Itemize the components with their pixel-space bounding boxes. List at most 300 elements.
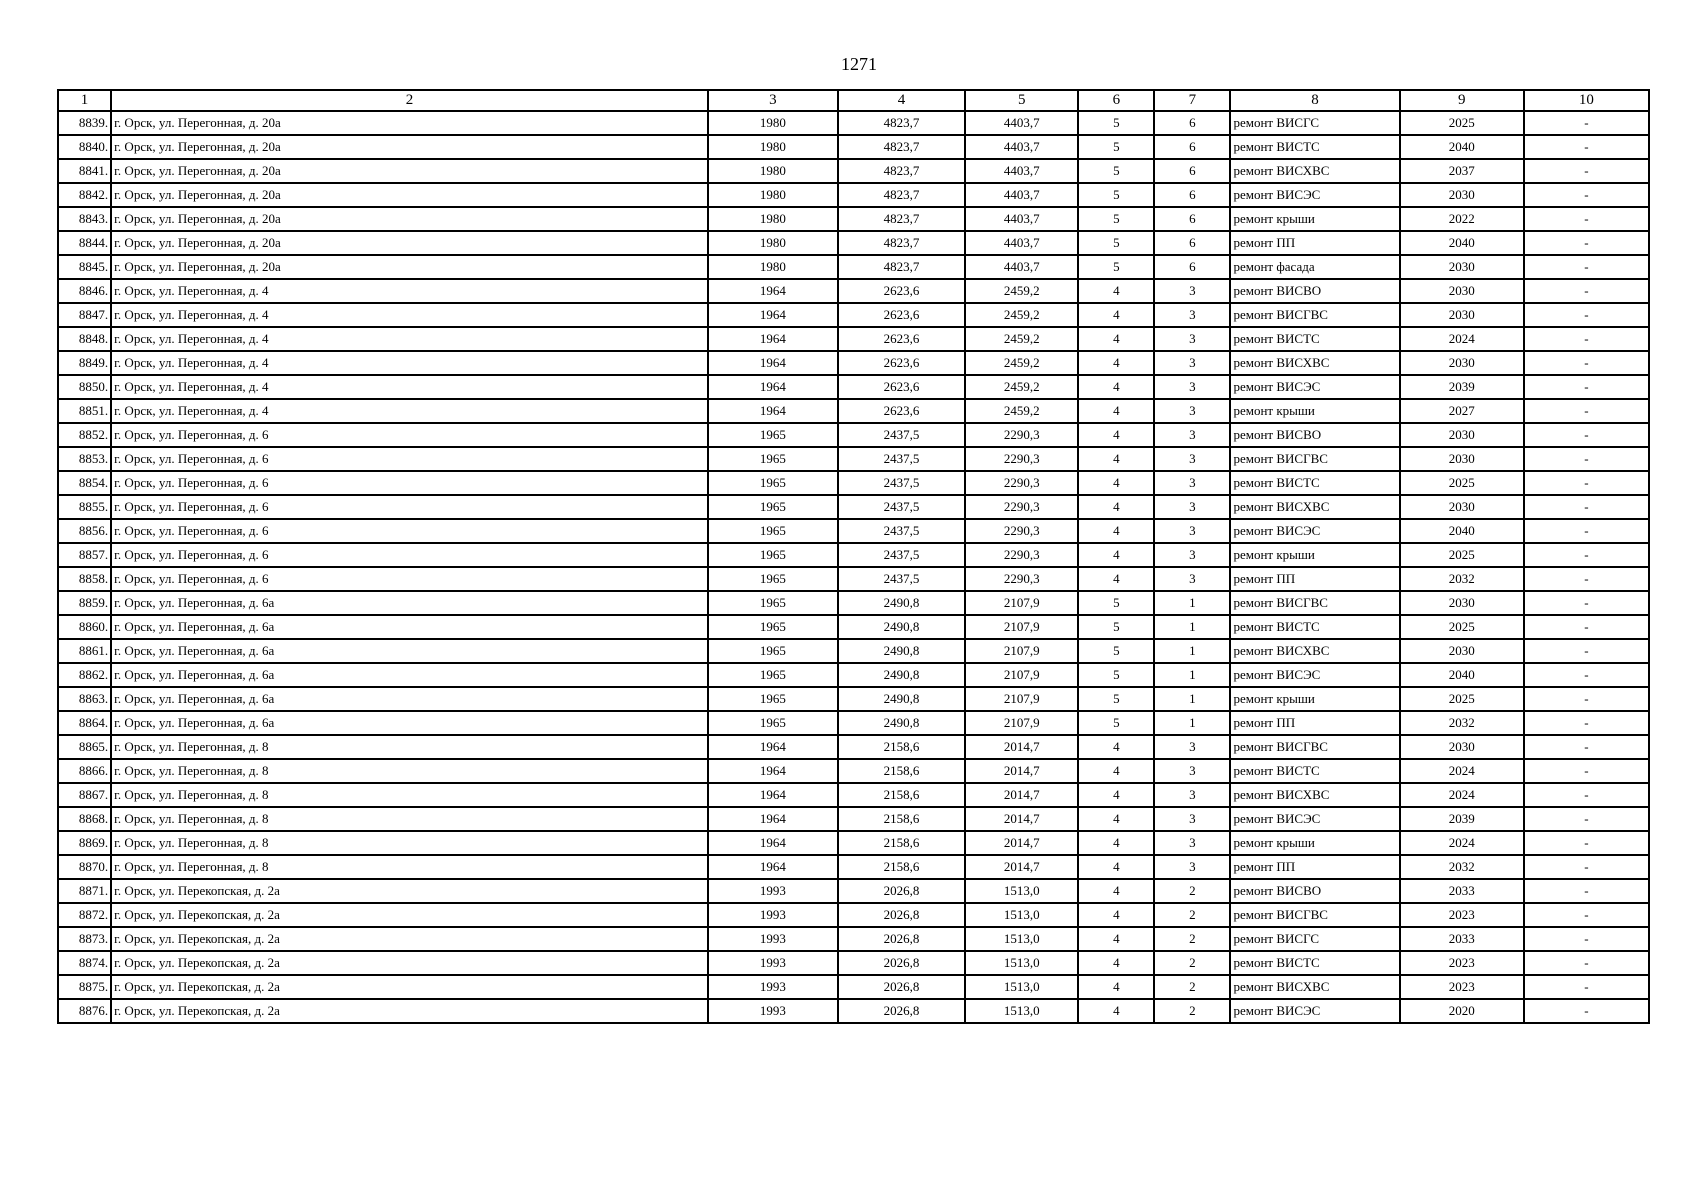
year-built-cell: 1965: [708, 615, 838, 639]
entrances-cell: 6: [1154, 207, 1230, 231]
planned-year-cell: 2027: [1400, 399, 1524, 423]
address-cell: г. Орск, ул. Перегонная, д. 6а: [111, 591, 708, 615]
address-cell: г. Орск, ул. Перегонная, д. 8: [111, 855, 708, 879]
table-row: [58, 687, 1649, 711]
year-built-cell: 1964: [708, 399, 838, 423]
planned-year-cell: 2032: [1400, 567, 1524, 591]
total-area-cell: 4823,7: [838, 207, 965, 231]
living-area-cell: 2014,7: [965, 855, 1078, 879]
planned-year-cell: 2032: [1400, 855, 1524, 879]
work-type-cell: ремонт ВИСЭС: [1230, 519, 1399, 543]
living-area-cell: 1513,0: [965, 999, 1078, 1023]
planned-year-cell: 2033: [1400, 879, 1524, 903]
row-number-cell: 8871.: [58, 879, 111, 903]
year-built-cell: 1964: [708, 855, 838, 879]
row-number-cell: 8852.: [58, 423, 111, 447]
work-type-cell: ремонт ПП: [1230, 711, 1399, 735]
living-area-cell: 2014,7: [965, 807, 1078, 831]
living-area-cell: 1513,0: [965, 951, 1078, 975]
floors-cell: 4: [1078, 783, 1154, 807]
planned-year-cell: 2024: [1400, 759, 1524, 783]
entrances-cell: 2: [1154, 975, 1230, 999]
work-type-cell: ремонт ВИСХВС: [1230, 975, 1399, 999]
floors-cell: 5: [1078, 591, 1154, 615]
note-cell: -: [1524, 183, 1649, 207]
address-cell: г. Орск, ул. Перекопская, д. 2а: [111, 975, 708, 999]
row-number-cell: 8858.: [58, 567, 111, 591]
note-cell: -: [1524, 759, 1649, 783]
address-cell: г. Орск, ул. Перегонная, д. 8: [111, 807, 708, 831]
planned-year-cell: 2024: [1400, 327, 1524, 351]
year-built-cell: 1964: [708, 279, 838, 303]
total-area-cell: 2437,5: [838, 543, 965, 567]
planned-year-cell: 2024: [1400, 831, 1524, 855]
planned-year-cell: 2030: [1400, 735, 1524, 759]
entrances-cell: 6: [1154, 135, 1230, 159]
planned-year-cell: 2022: [1400, 207, 1524, 231]
planned-year-cell: 2025: [1400, 687, 1524, 711]
note-cell: -: [1524, 423, 1649, 447]
note-cell: -: [1524, 831, 1649, 855]
table-row: [58, 399, 1649, 423]
floors-cell: 4: [1078, 279, 1154, 303]
planned-year-cell: 2032: [1400, 711, 1524, 735]
year-built-cell: 1964: [708, 831, 838, 855]
planned-year-cell: 2030: [1400, 639, 1524, 663]
work-type-cell: ремонт ПП: [1230, 855, 1399, 879]
floors-cell: 4: [1078, 471, 1154, 495]
planned-year-cell: 2024: [1400, 783, 1524, 807]
living-area-cell: 2014,7: [965, 831, 1078, 855]
planned-year-cell: 2023: [1400, 975, 1524, 999]
planned-year-cell: 2030: [1400, 183, 1524, 207]
entrances-cell: 6: [1154, 159, 1230, 183]
entrances-cell: 6: [1154, 183, 1230, 207]
total-area-cell: 2158,6: [838, 855, 965, 879]
address-cell: г. Орск, ул. Перегонная, д. 8: [111, 831, 708, 855]
planned-year-cell: 2030: [1400, 303, 1524, 327]
total-area-cell: 2623,6: [838, 327, 965, 351]
floors-cell: 4: [1078, 855, 1154, 879]
column-header: 2: [111, 90, 708, 111]
entrances-cell: 1: [1154, 711, 1230, 735]
entrances-cell: 1: [1154, 687, 1230, 711]
note-cell: -: [1524, 567, 1649, 591]
address-cell: г. Орск, ул. Перекопская, д. 2а: [111, 951, 708, 975]
note-cell: -: [1524, 639, 1649, 663]
living-area-cell: 2459,2: [965, 351, 1078, 375]
header-row: [58, 90, 1649, 111]
note-cell: -: [1524, 999, 1649, 1023]
total-area-cell: 2623,6: [838, 375, 965, 399]
table-row: [58, 183, 1649, 207]
total-area-cell: 2437,5: [838, 423, 965, 447]
year-built-cell: 1964: [708, 783, 838, 807]
row-number-cell: 8876.: [58, 999, 111, 1023]
planned-year-cell: 2025: [1400, 615, 1524, 639]
floors-cell: 4: [1078, 927, 1154, 951]
work-type-cell: ремонт ВИСЭС: [1230, 663, 1399, 687]
living-area-cell: 1513,0: [965, 903, 1078, 927]
entrances-cell: 3: [1154, 471, 1230, 495]
total-area-cell: 2623,6: [838, 303, 965, 327]
address-cell: г. Орск, ул. Перегонная, д. 20а: [111, 255, 708, 279]
note-cell: -: [1524, 111, 1649, 135]
planned-year-cell: 2039: [1400, 375, 1524, 399]
total-area-cell: 4823,7: [838, 135, 965, 159]
address-cell: г. Орск, ул. Перегонная, д. 6а: [111, 711, 708, 735]
row-number-cell: 8847.: [58, 303, 111, 327]
total-area-cell: 2623,6: [838, 279, 965, 303]
total-area-cell: 2437,5: [838, 567, 965, 591]
entrances-cell: 3: [1154, 519, 1230, 543]
row-number-cell: 8872.: [58, 903, 111, 927]
floors-cell: 4: [1078, 831, 1154, 855]
entrances-cell: 3: [1154, 759, 1230, 783]
floors-cell: 4: [1078, 807, 1154, 831]
note-cell: -: [1524, 783, 1649, 807]
row-number-cell: 8845.: [58, 255, 111, 279]
total-area-cell: 2026,8: [838, 879, 965, 903]
living-area-cell: 2290,3: [965, 471, 1078, 495]
address-cell: г. Орск, ул. Перегонная, д. 6: [111, 543, 708, 567]
table-row: [58, 471, 1649, 495]
living-area-cell: 2459,2: [965, 279, 1078, 303]
planned-year-cell: 2037: [1400, 159, 1524, 183]
entrances-cell: 3: [1154, 855, 1230, 879]
total-area-cell: 2158,6: [838, 783, 965, 807]
work-type-cell: ремонт ВИСТС: [1230, 615, 1399, 639]
address-cell: г. Орск, ул. Перегонная, д. 4: [111, 327, 708, 351]
total-area-cell: 2490,8: [838, 615, 965, 639]
table-row: [58, 519, 1649, 543]
floors-cell: 4: [1078, 735, 1154, 759]
floors-cell: 5: [1078, 687, 1154, 711]
living-area-cell: 2107,9: [965, 591, 1078, 615]
entrances-cell: 6: [1154, 111, 1230, 135]
work-type-cell: ремонт ВИСХВС: [1230, 159, 1399, 183]
work-type-cell: ремонт ВИСЭС: [1230, 183, 1399, 207]
work-type-cell: ремонт ВИСГВС: [1230, 591, 1399, 615]
year-built-cell: 1965: [708, 663, 838, 687]
living-area-cell: 2290,3: [965, 495, 1078, 519]
column-header: 3: [708, 90, 838, 111]
work-type-cell: ремонт ВИСХВС: [1230, 783, 1399, 807]
living-area-cell: 2290,3: [965, 447, 1078, 471]
work-type-cell: ремонт ВИСГВС: [1230, 447, 1399, 471]
table-row: [58, 807, 1649, 831]
year-built-cell: 1965: [708, 567, 838, 591]
work-type-cell: ремонт ВИСХВС: [1230, 495, 1399, 519]
living-area-cell: 1513,0: [965, 927, 1078, 951]
floors-cell: 5: [1078, 663, 1154, 687]
planned-year-cell: 2040: [1400, 231, 1524, 255]
row-number-cell: 8851.: [58, 399, 111, 423]
year-built-cell: 1965: [708, 447, 838, 471]
floors-cell: 4: [1078, 351, 1154, 375]
floors-cell: 4: [1078, 759, 1154, 783]
note-cell: -: [1524, 711, 1649, 735]
work-type-cell: ремонт ВИСТС: [1230, 951, 1399, 975]
table-row: [58, 879, 1649, 903]
planned-year-cell: 2040: [1400, 663, 1524, 687]
row-number-cell: 8874.: [58, 951, 111, 975]
column-header: 10: [1524, 90, 1649, 111]
row-number-cell: 8857.: [58, 543, 111, 567]
row-number-cell: 8843.: [58, 207, 111, 231]
year-built-cell: 1965: [708, 471, 838, 495]
year-built-cell: 1964: [708, 735, 838, 759]
living-area-cell: 2014,7: [965, 735, 1078, 759]
floors-cell: 4: [1078, 879, 1154, 903]
address-cell: г. Орск, ул. Перегонная, д. 4: [111, 399, 708, 423]
column-header: 6: [1078, 90, 1154, 111]
living-area-cell: 2459,2: [965, 399, 1078, 423]
entrances-cell: 1: [1154, 615, 1230, 639]
address-cell: г. Орск, ул. Перегонная, д. 6: [111, 519, 708, 543]
address-cell: г. Орск, ул. Перегонная, д. 20а: [111, 207, 708, 231]
address-cell: г. Орск, ул. Перегонная, д. 4: [111, 279, 708, 303]
table-row: [58, 663, 1649, 687]
planned-year-cell: 2030: [1400, 423, 1524, 447]
living-area-cell: 4403,7: [965, 207, 1078, 231]
note-cell: -: [1524, 135, 1649, 159]
living-area-cell: 2014,7: [965, 759, 1078, 783]
entrances-cell: 6: [1154, 231, 1230, 255]
living-area-cell: 4403,7: [965, 231, 1078, 255]
work-type-cell: ремонт крыши: [1230, 831, 1399, 855]
entrances-cell: 1: [1154, 591, 1230, 615]
year-built-cell: 1964: [708, 351, 838, 375]
floors-cell: 4: [1078, 375, 1154, 399]
total-area-cell: 2026,8: [838, 999, 965, 1023]
row-number-cell: 8866.: [58, 759, 111, 783]
floors-cell: 4: [1078, 327, 1154, 351]
planned-year-cell: 2025: [1400, 471, 1524, 495]
total-area-cell: 2026,8: [838, 927, 965, 951]
note-cell: -: [1524, 231, 1649, 255]
year-built-cell: 1980: [708, 183, 838, 207]
floors-cell: 5: [1078, 111, 1154, 135]
work-type-cell: ремонт ВИСВО: [1230, 423, 1399, 447]
planned-year-cell: 2030: [1400, 495, 1524, 519]
work-type-cell: ремонт ВИСЭС: [1230, 807, 1399, 831]
note-cell: -: [1524, 495, 1649, 519]
floors-cell: 4: [1078, 519, 1154, 543]
entrances-cell: 3: [1154, 735, 1230, 759]
table-row: [58, 951, 1649, 975]
note-cell: -: [1524, 543, 1649, 567]
address-cell: г. Орск, ул. Перекопская, д. 2а: [111, 879, 708, 903]
address-cell: г. Орск, ул. Перегонная, д. 8: [111, 735, 708, 759]
living-area-cell: 1513,0: [965, 879, 1078, 903]
note-cell: -: [1524, 591, 1649, 615]
column-header: 1: [58, 90, 111, 111]
note-cell: -: [1524, 855, 1649, 879]
column-header: 4: [838, 90, 965, 111]
row-number-cell: 8856.: [58, 519, 111, 543]
year-built-cell: 1980: [708, 159, 838, 183]
work-type-cell: ремонт ВИСЭС: [1230, 375, 1399, 399]
table-row: [58, 759, 1649, 783]
work-type-cell: ремонт ВИСГВС: [1230, 303, 1399, 327]
planned-year-cell: 2025: [1400, 111, 1524, 135]
row-number-cell: 8850.: [58, 375, 111, 399]
table-row: [58, 255, 1649, 279]
living-area-cell: 2014,7: [965, 783, 1078, 807]
row-number-cell: 8869.: [58, 831, 111, 855]
planned-year-cell: 2030: [1400, 591, 1524, 615]
living-area-cell: 2107,9: [965, 639, 1078, 663]
entrances-cell: 3: [1154, 783, 1230, 807]
total-area-cell: 4823,7: [838, 159, 965, 183]
address-cell: г. Орск, ул. Перекопская, д. 2а: [111, 927, 708, 951]
table-row: [58, 927, 1649, 951]
work-type-cell: ремонт крыши: [1230, 543, 1399, 567]
year-built-cell: 1993: [708, 879, 838, 903]
living-area-cell: 2107,9: [965, 615, 1078, 639]
note-cell: -: [1524, 951, 1649, 975]
work-type-cell: ремонт ВИСГС: [1230, 111, 1399, 135]
entrances-cell: 3: [1154, 567, 1230, 591]
planned-year-cell: 2030: [1400, 351, 1524, 375]
year-built-cell: 1965: [708, 591, 838, 615]
floors-cell: 4: [1078, 543, 1154, 567]
planned-year-cell: 2023: [1400, 903, 1524, 927]
year-built-cell: 1980: [708, 255, 838, 279]
row-number-cell: 8855.: [58, 495, 111, 519]
note-cell: -: [1524, 327, 1649, 351]
floors-cell: 5: [1078, 615, 1154, 639]
floors-cell: 4: [1078, 975, 1154, 999]
planned-year-cell: 2033: [1400, 927, 1524, 951]
address-cell: г. Орск, ул. Перегонная, д. 20а: [111, 183, 708, 207]
floors-cell: 5: [1078, 159, 1154, 183]
living-area-cell: 2290,3: [965, 519, 1078, 543]
living-area-cell: 2459,2: [965, 303, 1078, 327]
year-built-cell: 1964: [708, 375, 838, 399]
floors-cell: 5: [1078, 255, 1154, 279]
entrances-cell: 3: [1154, 399, 1230, 423]
address-cell: г. Орск, ул. Перекопская, д. 2а: [111, 999, 708, 1023]
year-built-cell: 1965: [708, 687, 838, 711]
row-number-cell: 8854.: [58, 471, 111, 495]
floors-cell: 5: [1078, 639, 1154, 663]
address-cell: г. Орск, ул. Перегонная, д. 6: [111, 447, 708, 471]
note-cell: -: [1524, 735, 1649, 759]
note-cell: -: [1524, 255, 1649, 279]
address-cell: г. Орск, ул. Перекопская, д. 2а: [111, 903, 708, 927]
entrances-cell: 2: [1154, 927, 1230, 951]
planned-year-cell: 2030: [1400, 255, 1524, 279]
table-row: [58, 327, 1649, 351]
living-area-cell: 4403,7: [965, 111, 1078, 135]
living-area-cell: 4403,7: [965, 135, 1078, 159]
work-type-cell: ремонт крыши: [1230, 207, 1399, 231]
work-type-cell: ремонт ВИСЭС: [1230, 999, 1399, 1023]
floors-cell: 4: [1078, 567, 1154, 591]
total-area-cell: 2026,8: [838, 951, 965, 975]
work-type-cell: ремонт ВИСГС: [1230, 927, 1399, 951]
table-row: [58, 375, 1649, 399]
entrances-cell: 3: [1154, 447, 1230, 471]
work-type-cell: ремонт ПП: [1230, 231, 1399, 255]
floors-cell: 4: [1078, 903, 1154, 927]
work-type-cell: ремонт ВИСХВС: [1230, 639, 1399, 663]
address-cell: г. Орск, ул. Перегонная, д. 6: [111, 567, 708, 591]
table-row: [58, 639, 1649, 663]
table-row: [58, 567, 1649, 591]
floors-cell: 4: [1078, 423, 1154, 447]
row-number-cell: 8846.: [58, 279, 111, 303]
row-number-cell: 8873.: [58, 927, 111, 951]
year-built-cell: 1993: [708, 999, 838, 1023]
address-cell: г. Орск, ул. Перегонная, д. 4: [111, 303, 708, 327]
living-area-cell: 2290,3: [965, 423, 1078, 447]
address-cell: г. Орск, ул. Перегонная, д. 6а: [111, 639, 708, 663]
floors-cell: 5: [1078, 183, 1154, 207]
total-area-cell: 2158,6: [838, 759, 965, 783]
entrances-cell: 3: [1154, 279, 1230, 303]
year-built-cell: 1980: [708, 231, 838, 255]
floors-cell: 5: [1078, 231, 1154, 255]
planned-year-cell: 2023: [1400, 951, 1524, 975]
work-type-cell: ремонт ВИСТС: [1230, 471, 1399, 495]
year-built-cell: 1965: [708, 639, 838, 663]
table-row: [58, 831, 1649, 855]
table-row: [58, 135, 1649, 159]
row-number-cell: 8839.: [58, 111, 111, 135]
address-cell: г. Орск, ул. Перегонная, д. 20а: [111, 135, 708, 159]
entrances-cell: 3: [1154, 543, 1230, 567]
entrances-cell: 3: [1154, 303, 1230, 327]
work-type-cell: ремонт ВИСГВС: [1230, 903, 1399, 927]
total-area-cell: 4823,7: [838, 255, 965, 279]
year-built-cell: 1964: [708, 807, 838, 831]
year-built-cell: 1993: [708, 903, 838, 927]
table-row: [58, 855, 1649, 879]
work-type-cell: ремонт крыши: [1230, 687, 1399, 711]
total-area-cell: 2158,6: [838, 735, 965, 759]
entrances-cell: 2: [1154, 903, 1230, 927]
row-number-cell: 8860.: [58, 615, 111, 639]
page-number: 1271: [841, 54, 877, 74]
row-number-cell: 8841.: [58, 159, 111, 183]
year-built-cell: 1964: [708, 303, 838, 327]
address-cell: г. Орск, ул. Перегонная, д. 20а: [111, 111, 708, 135]
total-area-cell: 2490,8: [838, 687, 965, 711]
planned-year-cell: 2040: [1400, 519, 1524, 543]
planned-year-cell: 2030: [1400, 447, 1524, 471]
entrances-cell: 6: [1154, 255, 1230, 279]
total-area-cell: 2623,6: [838, 399, 965, 423]
total-area-cell: 2437,5: [838, 447, 965, 471]
note-cell: -: [1524, 807, 1649, 831]
year-built-cell: 1993: [708, 975, 838, 999]
table-row: [58, 783, 1649, 807]
table-row: [58, 903, 1649, 927]
row-number-cell: 8842.: [58, 183, 111, 207]
planned-year-cell: 2040: [1400, 135, 1524, 159]
row-number-cell: 8859.: [58, 591, 111, 615]
work-type-cell: ремонт ПП: [1230, 567, 1399, 591]
row-number-cell: 8863.: [58, 687, 111, 711]
address-cell: г. Орск, ул. Перегонная, д. 6: [111, 423, 708, 447]
living-area-cell: 2459,2: [965, 327, 1078, 351]
total-area-cell: 2437,5: [838, 471, 965, 495]
row-number-cell: 8848.: [58, 327, 111, 351]
total-area-cell: 2623,6: [838, 351, 965, 375]
